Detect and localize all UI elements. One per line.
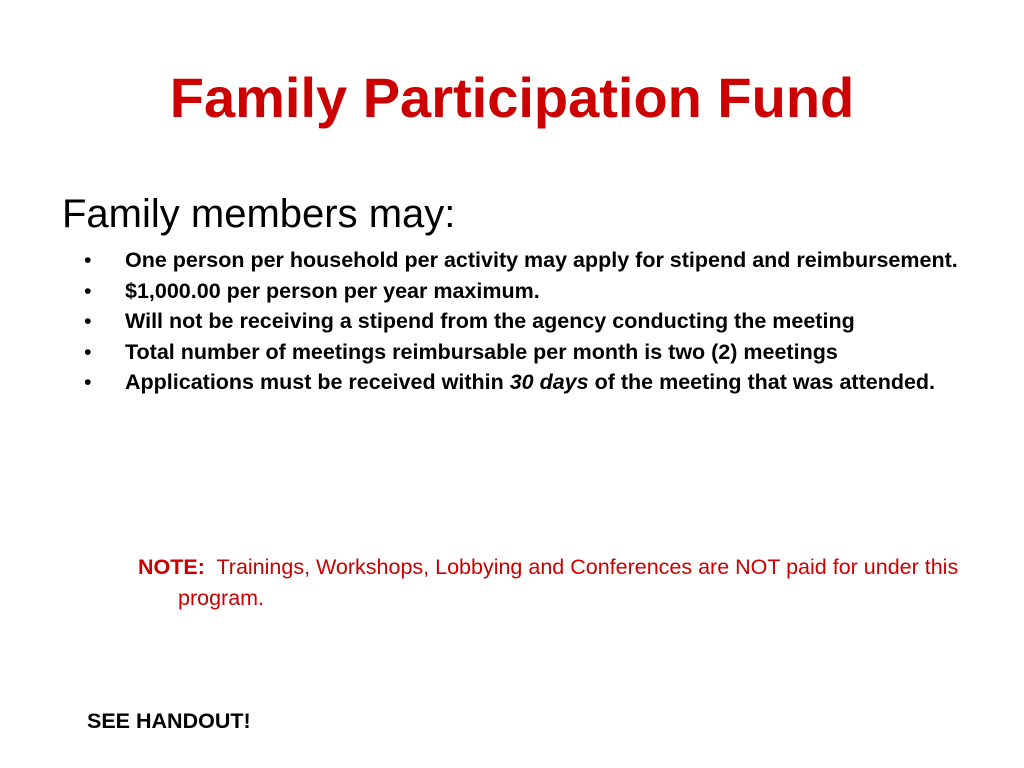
bullet-text: Will not be receiving a stipend from the agency conducting the meeting [125, 309, 855, 333]
bullet-item [84, 276, 984, 307]
bullet-text: Total number of meetings reimbursable per month is two (2) meetings [125, 339, 838, 364]
note-text: Trainings, Workshops, Lobbying and Conferences are NOT paid for under this program. [178, 555, 959, 610]
bullet-marker: • [84, 370, 92, 394]
bullet-marker: • [84, 339, 92, 364]
slide-title: Family Participation Fund [169, 66, 855, 129]
bullet-marker: • [84, 248, 92, 272]
bullet-item [84, 245, 984, 276]
subheading: Family members may: [62, 192, 456, 236]
bullet-text-after: of the meeting that was attended. [588, 370, 936, 394]
see-handout-footer: SEE HANDOUT! [87, 709, 251, 733]
bullet-item [84, 367, 984, 398]
bullet-marker: • [84, 278, 92, 303]
note-label: NOTE: [138, 555, 205, 579]
bullet-text: $1,000.00 per person per year maximum. [125, 278, 540, 303]
note [138, 552, 1014, 613]
bullet-item [84, 306, 984, 337]
bullet-text: One person per household per activity may apply for stipend and reimbursement. [125, 248, 958, 272]
bullet-list [84, 245, 984, 398]
bullet-item [84, 337, 984, 368]
bullet-text-before: Applications must be received within [125, 370, 510, 394]
bullet-marker: • [84, 309, 92, 333]
bullet-emphasis: 30 days [509, 370, 589, 394]
